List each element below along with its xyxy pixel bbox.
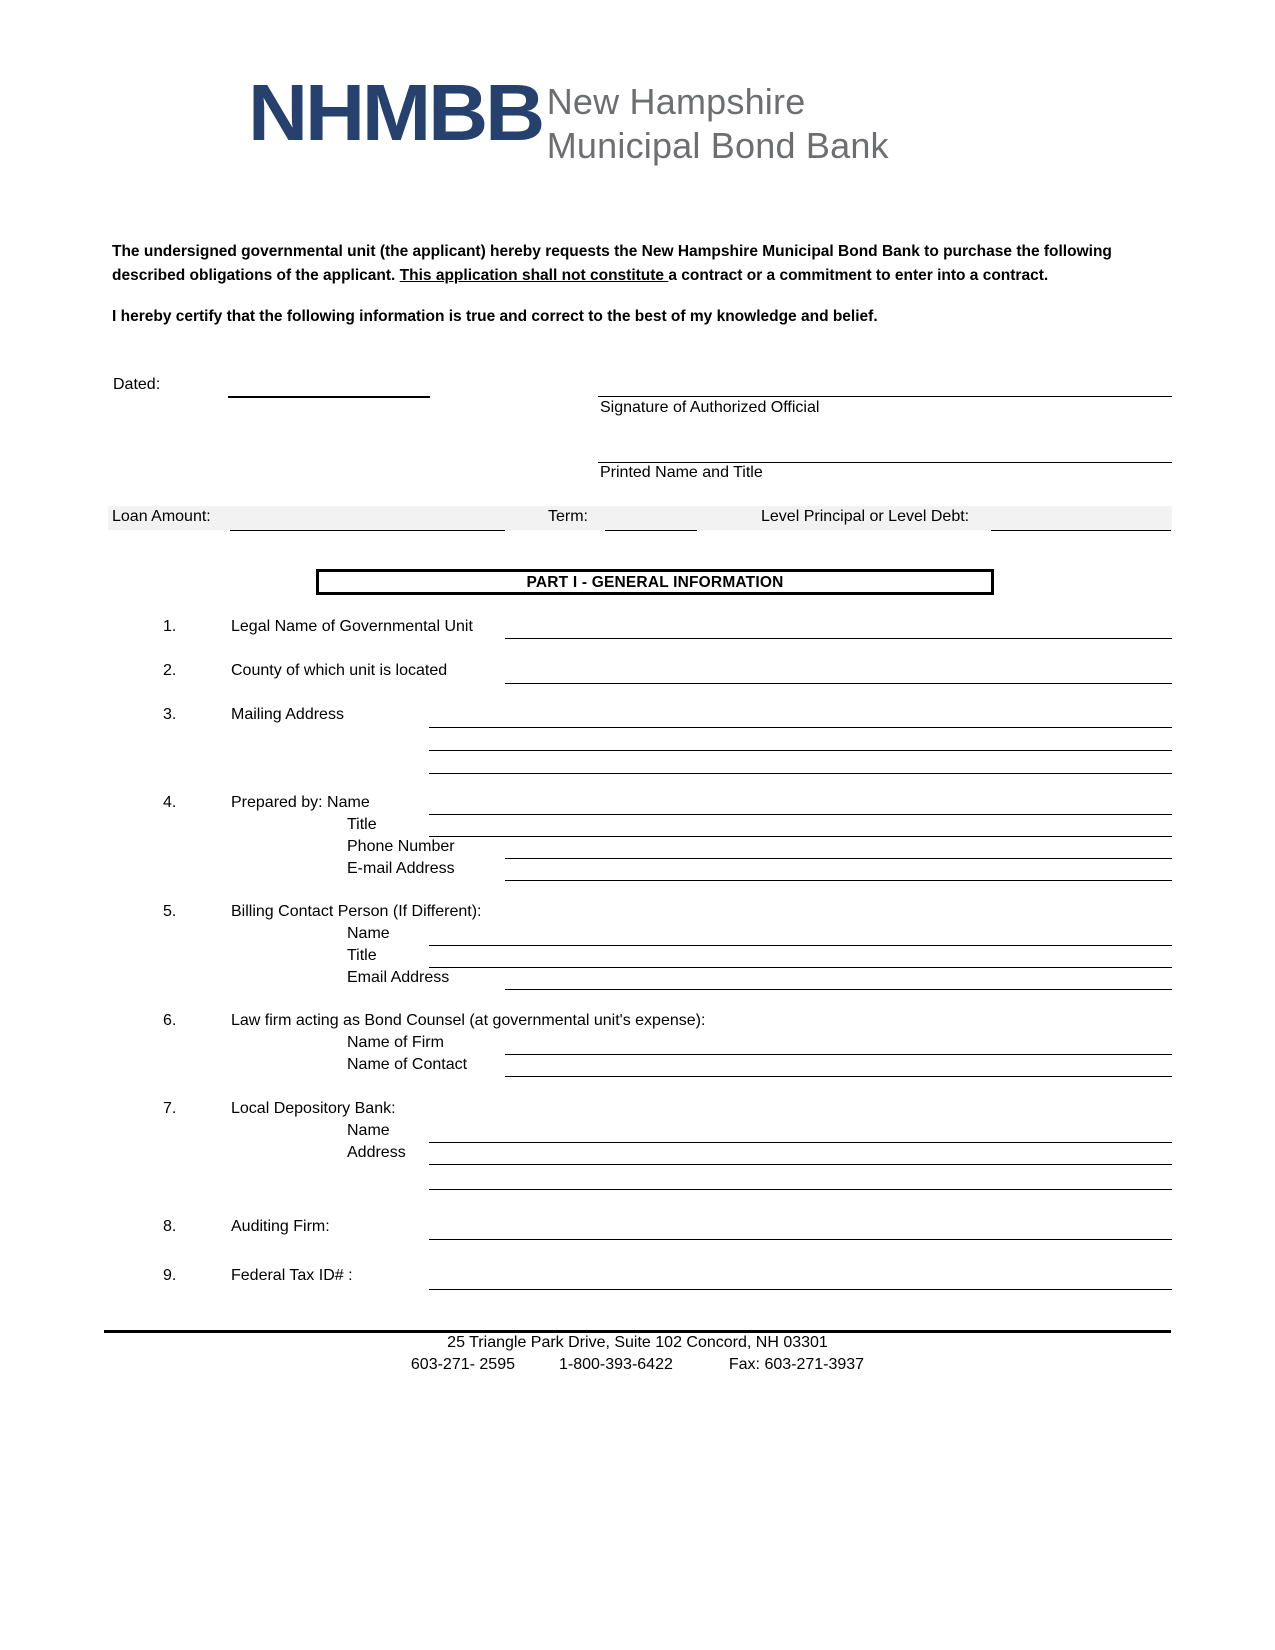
logo-tagline [547,80,889,168]
item-7-address-label: Address [347,1144,406,1161]
item-7-number: 7. [163,1100,177,1117]
item-4-title-label: Title [347,816,377,833]
item-7-name-label: Name [347,1122,390,1139]
footer-address: 25 Triangle Park Drive, Suite 102 Concord, NH 03301 [447,1334,828,1351]
item-4-label: Prepared by: Name [231,794,370,811]
intro-text-part1: The undersigned governmental unit (the applicant) hereby requests the New Hampshire Municipal Bond Bank to purchase the following described obligations of the applicant. [112,243,1112,285]
loan-amount-input-line[interactable] [230,530,505,531]
item-5-title-label: Title [347,947,377,964]
item-8-label: Auditing Firm: [231,1218,330,1235]
footer-divider [104,1330,1171,1333]
item-6-firm-input-line[interactable] [505,1054,1172,1055]
item-3-input-line-1[interactable] [429,727,1172,728]
item-6-firm-label: Name of Firm [347,1034,444,1051]
item-5-label: Billing Contact Person (If Different): [231,903,482,920]
footer-fax: Fax: 603-271-3937 [728,1356,865,1373]
item-5-name-label: Name [347,925,390,942]
level-principal-label: Level Principal or Level Debt: [761,508,970,525]
printed-name-caption: Printed Name and Title [600,464,763,481]
item-5-number: 5. [163,903,177,920]
loan-amount-label: Loan Amount: [112,508,211,525]
item-4-name-input-line[interactable] [429,814,1172,815]
item-1-input-line[interactable] [505,638,1172,639]
item-1-number: 1. [163,618,177,635]
item-3-label: Mailing Address [231,706,344,723]
logo-wordmark: NHMBB [248,68,543,157]
signature-caption: Signature of Authorized Official [600,399,820,416]
item-5-title-input-line[interactable] [429,967,1172,968]
item-4-email-input-line[interactable] [505,880,1172,881]
term-input-line[interactable] [605,530,697,531]
nhmbb-logo [248,68,889,168]
item-4-title-input-line[interactable] [429,836,1172,837]
item-6-label: Law firm acting as Bond Counsel (at governmental unit's expense): [231,1012,706,1029]
intro-paragraph [112,240,1147,288]
loan-row [108,508,1188,534]
item-9-number: 9. [163,1267,177,1284]
item-2-input-line[interactable] [505,683,1172,684]
printed-name-input-line[interactable] [598,462,1172,463]
item-2-number: 2. [163,662,177,679]
item-7-address-input-line-2[interactable] [429,1189,1172,1190]
item-4-number: 4. [163,794,177,811]
item-4-phone-input-line[interactable] [505,858,1172,859]
item-3-input-line-2[interactable] [429,750,1172,751]
term-label: Term: [548,508,588,525]
item-5-email-label: Email Address [347,969,450,986]
intro-text-underlined: This application shall not constitute [399,267,669,285]
item-6-number: 6. [163,1012,177,1029]
item-2-label: County of which unit is located [231,662,448,679]
item-3-number: 3. [163,706,177,723]
footer-contact [104,1356,1171,1374]
item-9-label: Federal Tax ID# : [231,1267,353,1284]
item-8-number: 8. [163,1218,177,1235]
dated-label: Dated: [113,376,161,393]
item-5-email-input-line[interactable] [505,989,1172,990]
item-5-name-input-line[interactable] [429,945,1172,946]
item-1-label: Legal Name of Governmental Unit [231,618,473,635]
dated-input-line[interactable] [228,396,430,398]
level-principal-input-line[interactable] [991,530,1171,531]
footer-tollfree: 1-800-393-6422 [559,1356,673,1373]
part-i-header: PART I - GENERAL INFORMATION [316,569,994,595]
item-7-label: Local Depository Bank: [231,1100,396,1117]
item-6-contact-label: Name of Contact [347,1056,468,1073]
item-8-input-line[interactable] [429,1239,1172,1240]
item-6-contact-input-line[interactable] [505,1076,1172,1077]
item-4-email-label: E-mail Address [347,860,455,877]
item-3-input-line-3[interactable] [429,773,1172,774]
signature-input-line[interactable] [598,396,1172,397]
item-7-address-input-line-1[interactable] [429,1164,1172,1165]
certification-statement: I hereby certify that the following information is true and correct to the best of my knowledge and belief. [112,308,878,325]
logo-tagline-line1: New Hampshire [546,81,806,122]
item-7-name-input-line[interactable] [429,1142,1172,1143]
item-4-phone-label: Phone Number [347,838,455,855]
logo-tagline-line2: Municipal Bond Bank [546,124,889,166]
intro-text-part2: a contract or a commitment to enter into a contract. [668,267,1049,285]
footer-phone: 603-271- 2595 [410,1356,515,1373]
item-9-input-line[interactable] [429,1289,1172,1290]
